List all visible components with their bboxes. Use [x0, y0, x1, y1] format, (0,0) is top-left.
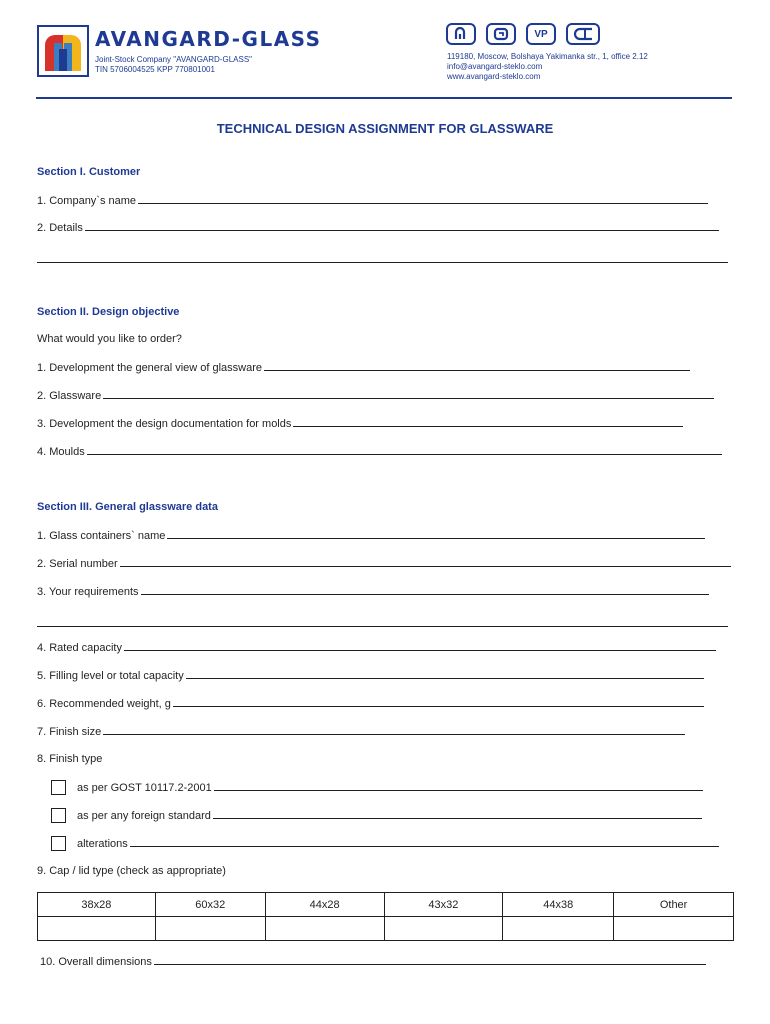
order-question — [37, 333, 182, 345]
foreign-standard-blank[interactable] — [213, 809, 702, 819]
moulds-blank[interactable] — [87, 445, 722, 455]
general-view-blank[interactable] — [264, 361, 690, 371]
filling-level-field[interactable] — [37, 669, 704, 682]
cap-options-header-row — [38, 893, 734, 917]
email: info@avangard-steklo.com — [447, 62, 543, 71]
company-legal-name: Joint-Stock Company "AVANGARD-GLASS" — [95, 55, 252, 64]
cap-option-38x28: 38x28 — [38, 893, 156, 917]
moulds-field[interactable] — [37, 445, 722, 458]
glassware-label: 2. Glassware — [37, 390, 102, 402]
serial-number-label: 2. Serial number — [37, 558, 118, 570]
requirements-continuation-line[interactable] — [37, 626, 728, 627]
rated-capacity-blank[interactable] — [124, 641, 716, 651]
cap-check-cell-other[interactable] — [614, 917, 734, 941]
filling-level-blank[interactable] — [186, 669, 704, 679]
alterations-label: alterations — [77, 838, 128, 850]
cap-check-cell-44x28[interactable] — [265, 917, 384, 941]
section-1-heading: Section I. Customer — [37, 166, 141, 178]
container-name-blank[interactable] — [167, 529, 705, 539]
document-title: TECHNICAL DESIGN ASSIGNMENT FOR GLASSWARE — [216, 121, 554, 136]
serial-number-field[interactable] — [37, 557, 731, 570]
recommended-weight-field[interactable] — [37, 697, 704, 710]
design-docs-label: 3. Development the design documentation for molds — [37, 418, 292, 430]
section-2-heading: Section II. Design objective — [37, 306, 180, 318]
details-blank[interactable] — [85, 221, 719, 231]
order-question-text: What would you like to order? — [37, 333, 182, 345]
glassware-blank[interactable] — [103, 389, 714, 399]
container-name-field[interactable] — [37, 529, 705, 542]
overall-dimensions-label: 10. Overall dimensions — [40, 956, 152, 968]
cert-logo-4 — [566, 23, 600, 45]
general-view-label: 1. Development the general view of glassware — [37, 362, 263, 374]
details-label: 2. Details — [37, 222, 83, 234]
website: www.avangard-steklo.com — [447, 72, 541, 81]
requirements-blank[interactable] — [141, 585, 709, 595]
requirements-label: 3. Your requirements — [37, 586, 139, 598]
address: 119180, Moscow, Bolshaya Yakimanka str., 1, office 2.12 — [447, 52, 648, 61]
cap-check-cell-38x28[interactable] — [38, 917, 156, 941]
cap-option-60x32: 60x32 — [155, 893, 265, 917]
foreign-standard-checkbox[interactable] — [51, 808, 66, 823]
gost-option-blank[interactable] — [214, 781, 703, 791]
overall-dimensions-field[interactable] — [40, 955, 706, 968]
details-field[interactable] — [37, 221, 719, 234]
company-name-blank[interactable] — [138, 194, 708, 204]
cert-logo-2 — [486, 23, 516, 45]
cap-type-table — [37, 892, 734, 941]
gost-option[interactable] — [77, 781, 703, 794]
company-name-label: 1. Company`s name — [37, 195, 137, 207]
cap-check-cell-43x32[interactable] — [384, 917, 503, 941]
cap-option-43x32: 43x32 — [384, 893, 503, 917]
filling-level-label: 5. Filling level or total capacity — [37, 670, 184, 682]
serial-number-blank[interactable] — [120, 557, 731, 567]
certification-mark-icon — [493, 27, 509, 41]
company-registration — [95, 55, 252, 75]
cap-option-44x38: 44x38 — [503, 893, 614, 917]
finish-size-label: 7. Finish size — [37, 726, 102, 738]
container-name-label: 1. Glass containers` name — [37, 530, 166, 542]
requirements-field[interactable] — [37, 585, 709, 598]
certification-mark-icon — [572, 27, 594, 41]
cap-option-44x28: 44x28 — [265, 893, 384, 917]
cert-logo-vp: VP — [526, 23, 556, 45]
certification-logos — [446, 23, 600, 47]
gost-checkbox[interactable] — [51, 780, 66, 795]
gost-option-label: as per GOST 10117.2-2001 — [77, 782, 212, 794]
company-name-field[interactable] — [37, 194, 708, 207]
finish-type-label-row — [37, 753, 102, 765]
certification-mark-icon — [453, 27, 469, 41]
company-logo — [37, 25, 89, 77]
recommended-weight-blank[interactable] — [173, 697, 704, 707]
header-divider — [36, 97, 732, 99]
cap-type-label: 9. Cap / lid type (check as appropriate) — [37, 865, 226, 877]
document-header — [0, 0, 770, 100]
general-view-field[interactable] — [37, 361, 690, 374]
cap-check-cell-44x38[interactable] — [503, 917, 614, 941]
foreign-standard-label: as per any foreign standard — [77, 810, 211, 822]
cap-type-label-row — [37, 865, 226, 877]
cap-check-cell-60x32[interactable] — [155, 917, 265, 941]
finish-type-label: 8. Finish type — [37, 753, 103, 765]
design-docs-field[interactable] — [37, 417, 683, 430]
recommended-weight-label: 6. Recommended weight, g — [37, 698, 171, 710]
cap-option-other: Other — [614, 893, 734, 917]
moulds-label: 4. Moulds — [37, 446, 85, 458]
foreign-standard-option[interactable] — [77, 809, 702, 822]
finish-size-blank[interactable] — [103, 725, 685, 735]
design-docs-blank[interactable] — [293, 417, 683, 427]
details-continuation-line[interactable] — [37, 262, 728, 263]
glassware-field[interactable] — [37, 389, 714, 402]
cert-logo-1 — [446, 23, 476, 45]
alterations-blank[interactable] — [130, 837, 719, 847]
rated-capacity-field[interactable] — [37, 641, 716, 654]
section-3-heading: Section III. General glassware data — [37, 501, 218, 513]
alterations-checkbox[interactable] — [51, 836, 66, 851]
company-tax-ids: TIN 5706004525 KPP 770801001 — [95, 65, 215, 74]
brand-name: AVANGARD-GLASS — [95, 27, 322, 51]
contact-info — [447, 52, 648, 82]
alterations-option[interactable] — [77, 837, 719, 850]
cap-options-check-row — [38, 917, 734, 941]
rated-capacity-label: 4. Rated capacity — [37, 642, 122, 654]
finish-size-field[interactable] — [37, 725, 685, 738]
overall-dimensions-blank[interactable] — [154, 955, 706, 965]
